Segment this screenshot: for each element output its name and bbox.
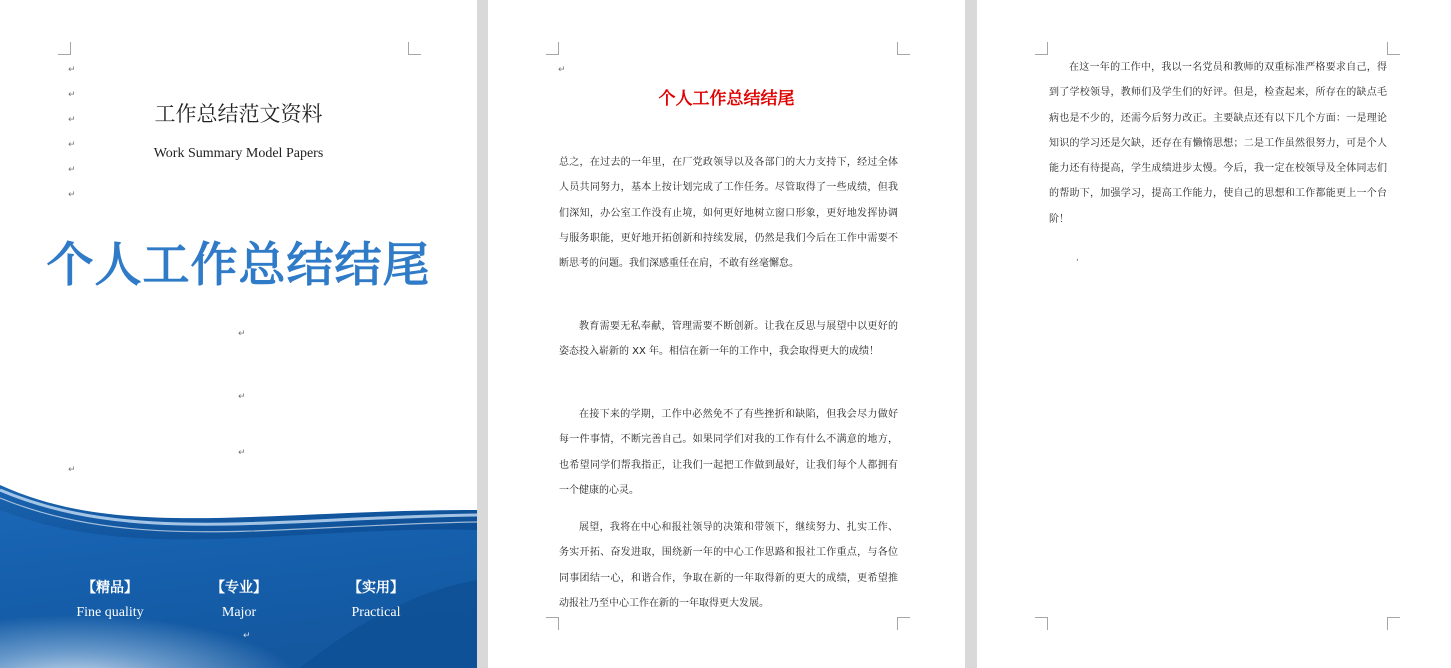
paragraph-mark: ,	[1076, 253, 1079, 263]
badge-label-en: Practical	[351, 605, 401, 620]
cover-main-title: 个人工作总结结尾	[46, 238, 431, 293]
paragraph-mark: ↵	[68, 140, 76, 150]
badge-label-en: Major	[221, 605, 257, 620]
paragraph-mark: ↵	[243, 631, 251, 641]
badge-label: 【精品】	[82, 580, 138, 596]
crop-mark	[408, 42, 421, 55]
cover-page	[0, 0, 477, 668]
paragraph-mark: ↵	[68, 165, 76, 175]
body-paragraph: 在这一年的工作中，我以一名党员和教师的双重标准严格要求自己，得到了学校领导，教师们及学生们的好评。但是，检查起来，所存在的缺点毛病也是不少的，还需今后努力改正。主要缺点还有以下几个方面：一是理论知识的学习还是欠缺，还存在有懒惰思想；二是工作虽然很努力，可是个人能力还有待提高，学生成绩进步太慢。今后，我一定在校领导及全体同志们的帮助下，加强学习，提高工作能力，使自己的思想和工作都能更上一个台阶！	[1049, 62, 1387, 225]
crop-mark	[546, 617, 559, 630]
crop-mark	[1035, 42, 1048, 55]
paragraph-mark: ↵	[238, 329, 246, 339]
document-page-2	[488, 0, 965, 668]
badge-practical	[331, 577, 421, 621]
document-title: 个人工作总结结尾	[658, 89, 795, 109]
cover-wave-graphic	[0, 470, 477, 668]
paragraph-mark: ↵	[68, 115, 76, 125]
paragraph-mark: ↵	[68, 90, 76, 100]
crop-mark	[897, 617, 910, 630]
body-paragraph: 在接下来的学期，工作中必然免不了有些挫折和缺陷，但我会尽力做好每一件事情，不断完善自己。如果同学们对我的工作有什么不满意的地方，也希望同学们帮我指正，让我们一起把工作做到最好，让我们每个人都拥有一个健康的心灵。	[559, 409, 898, 496]
crop-mark	[546, 42, 559, 55]
body-paragraph: 展望，我将在中心和报社领导的决策和带领下，继续努力、扎实工作、务实开拓、奋发进取，围绕新一年的中心工作思路和报社工作重点，与各位同事团结一心，和谐合作，争取在新的一年取得新的更大的成绩，更希望推动报社乃至中心工作在新的一年取得更大发展。	[559, 522, 898, 609]
badge-label: 【专业】	[211, 580, 267, 596]
crop-mark	[1387, 42, 1400, 55]
badge-label: 【实用】	[348, 580, 404, 596]
body-paragraph: 总之，在过去的一年里，在厂党政领导以及各部门的大力支持下，经过全体人员共同努力，基本上按计划完成了工作任务。尽管取得了一些成绩，但我们深知，办公室工作没有止境，如何更好地树立窗口形象，更好地发挥协调与服务职能，更好地开拓创新和持续发展，仍然是我们今后在工作中需要不断思考的问题。我们深感重任在肩，不敢有丝毫懈怠。	[559, 157, 898, 270]
paragraph-mark: ↵	[558, 65, 566, 75]
paragraph-mark: ↵	[238, 448, 246, 458]
badge-label-en: Fine quality	[76, 605, 144, 620]
body-paragraph: 教育需要无私奉献，管理需要不断创新。让我在反思与展望中以更好的姿态投入崭新的 XX 年。相信在新一年的工作中，我会取得更大的成绩！	[559, 321, 898, 358]
paragraph-mark: ↵	[68, 190, 76, 200]
crop-mark	[897, 42, 910, 55]
paragraph-mark: ↵	[238, 392, 246, 402]
badge-major	[194, 577, 284, 621]
crop-mark	[1035, 617, 1048, 630]
badge-quality	[65, 577, 155, 621]
crop-mark	[58, 42, 71, 55]
document-page-3	[977, 0, 1451, 668]
crop-mark	[1387, 617, 1400, 630]
paragraph-mark: ↵	[68, 465, 76, 475]
cover-subtitle: Work Summary Model Papers	[153, 146, 324, 161]
cover-title: 工作总结范文资料	[154, 102, 323, 126]
paragraph-mark: ↵	[68, 65, 76, 75]
